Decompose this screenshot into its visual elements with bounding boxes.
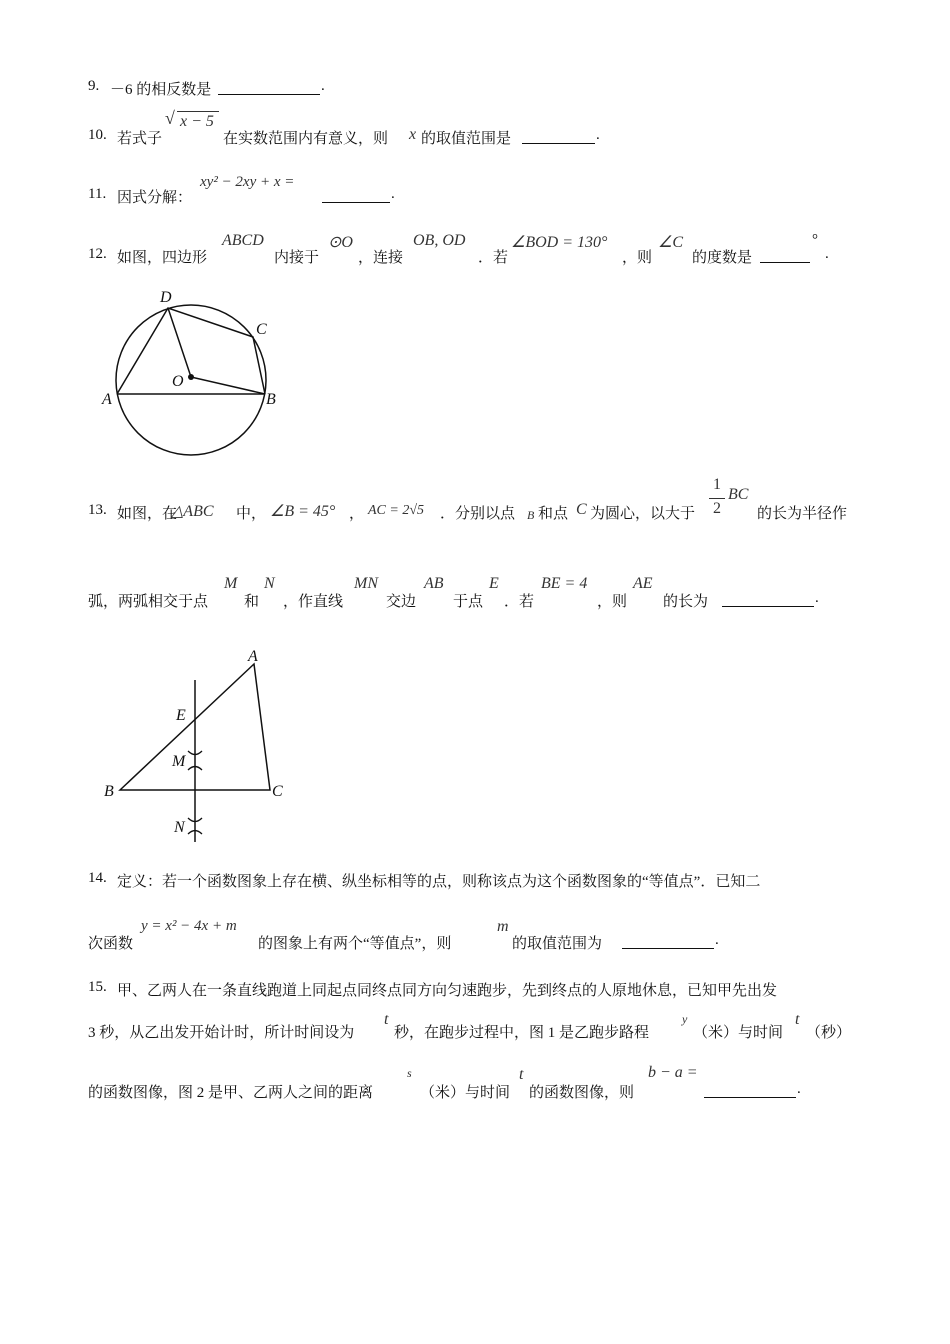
q12-text-1: 如图，四边形 bbox=[117, 250, 208, 266]
q13-fraction-bar bbox=[709, 498, 725, 499]
q12-text-3: ，连接 bbox=[358, 250, 404, 266]
q14-expression: y = x² − 4x + m bbox=[141, 918, 237, 934]
q13-math-ac: AC = 2√5 bbox=[368, 503, 425, 518]
q15-line1: 甲、乙两人在一条直线跑道上同起点同终点同方向匀速跑步，先到终点的人原地休息，已知甲先出发 bbox=[117, 983, 778, 999]
q13-line2-text-8: 的长为 bbox=[663, 594, 709, 610]
q12-period: . bbox=[825, 246, 829, 262]
label-e: E bbox=[176, 707, 186, 724]
q15-line2-text-4: （秒） bbox=[806, 1025, 852, 1041]
q13-math-b: B bbox=[527, 508, 535, 522]
q13-text-5: 和点 bbox=[538, 506, 569, 522]
label-d: D bbox=[160, 289, 172, 306]
q12-math-abcd: ABCD bbox=[222, 232, 264, 249]
label-c: C bbox=[256, 321, 267, 338]
q10-middle: 在实数范围内有意义，则 bbox=[223, 131, 389, 147]
label-a: A bbox=[102, 391, 112, 408]
q9-number: 9. bbox=[88, 78, 100, 94]
q14-line2-text-3: 的取值范围为 bbox=[512, 936, 603, 952]
label-m: M bbox=[172, 753, 186, 770]
q9-answer-blank[interactable] bbox=[218, 94, 320, 95]
q12-math-angle-c: ∠C bbox=[658, 234, 684, 251]
q13-text-1: 如图，在 bbox=[117, 506, 178, 522]
q13-math-mn: MN bbox=[354, 575, 378, 592]
q14-period: . bbox=[715, 932, 719, 948]
q13-math-be: BE = 4 bbox=[541, 575, 588, 592]
q13-triangle-figure bbox=[100, 646, 300, 846]
q12-text-4: ．若 bbox=[478, 250, 509, 266]
q13-math-triangle: △ABC bbox=[171, 503, 214, 520]
q11-prefix: 因式分解： bbox=[117, 190, 193, 206]
q15-line2-text-1: 3 秒，从乙出发开始计时，所计时间设为 bbox=[88, 1025, 355, 1041]
q11-answer-blank[interactable] bbox=[322, 202, 390, 203]
q10-radicand: x − 5 bbox=[180, 113, 214, 130]
q13-line2-text-5: 于点 bbox=[453, 594, 484, 610]
q14-math-m: m bbox=[497, 918, 509, 935]
label-b: B bbox=[104, 783, 114, 800]
q13-line2-text-7: ，则 bbox=[597, 594, 628, 610]
quadrilateral-abcd bbox=[117, 308, 265, 394]
center-point-o bbox=[188, 374, 194, 380]
q14-line1: 定义：若一个函数图象上存在横、纵坐标相等的点，则称该点为这个函数图象的“等值点”．已知二 bbox=[117, 874, 761, 890]
q13-math-angle-b: ∠B = 45° bbox=[270, 503, 336, 520]
q13-answer-blank[interactable] bbox=[722, 606, 814, 607]
q15-math-s: s bbox=[407, 1066, 412, 1080]
q12-degree-sign: ° bbox=[812, 232, 818, 248]
q13-period: . bbox=[815, 590, 819, 606]
q15-math-y: y bbox=[682, 1012, 688, 1026]
q13-math-ab: AB bbox=[424, 575, 444, 592]
q15-answer-blank[interactable] bbox=[704, 1097, 796, 1098]
q12-text-5: ，则 bbox=[622, 250, 653, 266]
q13-line2-text-3: ，作直线 bbox=[283, 594, 344, 610]
q13-text-4: ．分别以点 bbox=[440, 506, 516, 522]
q13-line2-text-6: ．若 bbox=[504, 594, 535, 610]
q15-line2-text-3: （米）与时间 bbox=[693, 1025, 784, 1041]
q11-number: 11. bbox=[88, 186, 107, 202]
q15-math-t-2: t bbox=[795, 1011, 800, 1028]
segment-ob bbox=[191, 377, 265, 394]
q10-number: 10. bbox=[88, 127, 107, 143]
q13-line2-text-1: 弧，两弧相交于点 bbox=[88, 594, 209, 610]
q13-fraction-denominator: 2 bbox=[713, 500, 721, 517]
q12-answer-blank[interactable] bbox=[760, 262, 810, 263]
q15-math-t-1: t bbox=[384, 1011, 389, 1028]
q13-text-6: 为圆心，以大于 bbox=[590, 506, 696, 522]
q10-sqrt-sign: √ bbox=[165, 108, 175, 128]
label-a: A bbox=[248, 648, 258, 665]
q10-answer-blank[interactable] bbox=[522, 143, 595, 144]
q12-math-angle-bod: ∠BOD = 130° bbox=[511, 234, 608, 251]
label-n: N bbox=[174, 819, 185, 836]
q10-period: . bbox=[596, 127, 600, 143]
q12-circle-figure bbox=[90, 280, 290, 460]
q13-line2-text-4: 交边 bbox=[386, 594, 417, 610]
segment-od bbox=[168, 308, 191, 377]
q13-line2-text-2: 和 bbox=[244, 594, 260, 610]
q15-math-t-3: t bbox=[519, 1066, 524, 1083]
q10-prefix: 若式子 bbox=[117, 131, 163, 147]
q10-variable: x bbox=[409, 126, 417, 143]
q13-text-2: 中， bbox=[236, 506, 267, 522]
q15-line3-text-2: （米）与时间 bbox=[420, 1085, 511, 1101]
q15-number: 15. bbox=[88, 979, 107, 995]
q13-fraction-numerator: 1 bbox=[713, 476, 721, 493]
label-c: C bbox=[272, 783, 283, 800]
q15-line3-text-3: 的函数图像，则 bbox=[529, 1085, 635, 1101]
q11-period: . bbox=[391, 186, 395, 202]
q14-answer-blank[interactable] bbox=[622, 948, 714, 949]
q14-line2-text-2: 的图象上有两个“等值点”，则 bbox=[258, 936, 452, 952]
label-b: B bbox=[266, 391, 276, 408]
q12-number: 12. bbox=[88, 246, 107, 262]
q12-text-2: 内接于 bbox=[274, 250, 320, 266]
q9-text: －6 的相反数是 bbox=[110, 82, 212, 98]
q13-math-e: E bbox=[489, 575, 499, 592]
q15-line2-text-2: 秒，在跑步过程中，图 1 是乙跑步路程 bbox=[394, 1025, 650, 1041]
q14-number: 14. bbox=[88, 870, 107, 886]
q15-period: . bbox=[797, 1081, 801, 1097]
q15-math-b-minus-a: b − a = bbox=[648, 1064, 698, 1081]
label-o: O bbox=[172, 373, 184, 390]
q13-math-n: N bbox=[264, 575, 275, 592]
q15-line3-text-1: 的函数图像，图 2 是甲、乙两人之间的距离 bbox=[88, 1085, 374, 1101]
q13-math-c: C bbox=[576, 501, 587, 518]
q13-text-7: 的长为半径作 bbox=[757, 506, 848, 522]
q12-text-6: 的度数是 bbox=[692, 250, 753, 266]
q13-math-ae: AE bbox=[633, 575, 653, 592]
q10-postfix: 的取值范围是 bbox=[421, 131, 512, 147]
q13-math-m: M bbox=[224, 575, 238, 592]
q13-math-bc: BC bbox=[728, 486, 749, 503]
q13-number: 13. bbox=[88, 502, 107, 518]
q11-expression: xy² − 2xy + x = bbox=[200, 174, 295, 190]
q9-period: . bbox=[321, 78, 325, 94]
q12-math-ob-od: OB, OD bbox=[413, 232, 466, 249]
q14-line2-text-1: 次函数 bbox=[88, 936, 134, 952]
q12-math-circle-o: ⊙O bbox=[328, 234, 353, 251]
q10-sqrt-bar bbox=[177, 111, 219, 112]
q13-text-3: ， bbox=[349, 506, 365, 522]
